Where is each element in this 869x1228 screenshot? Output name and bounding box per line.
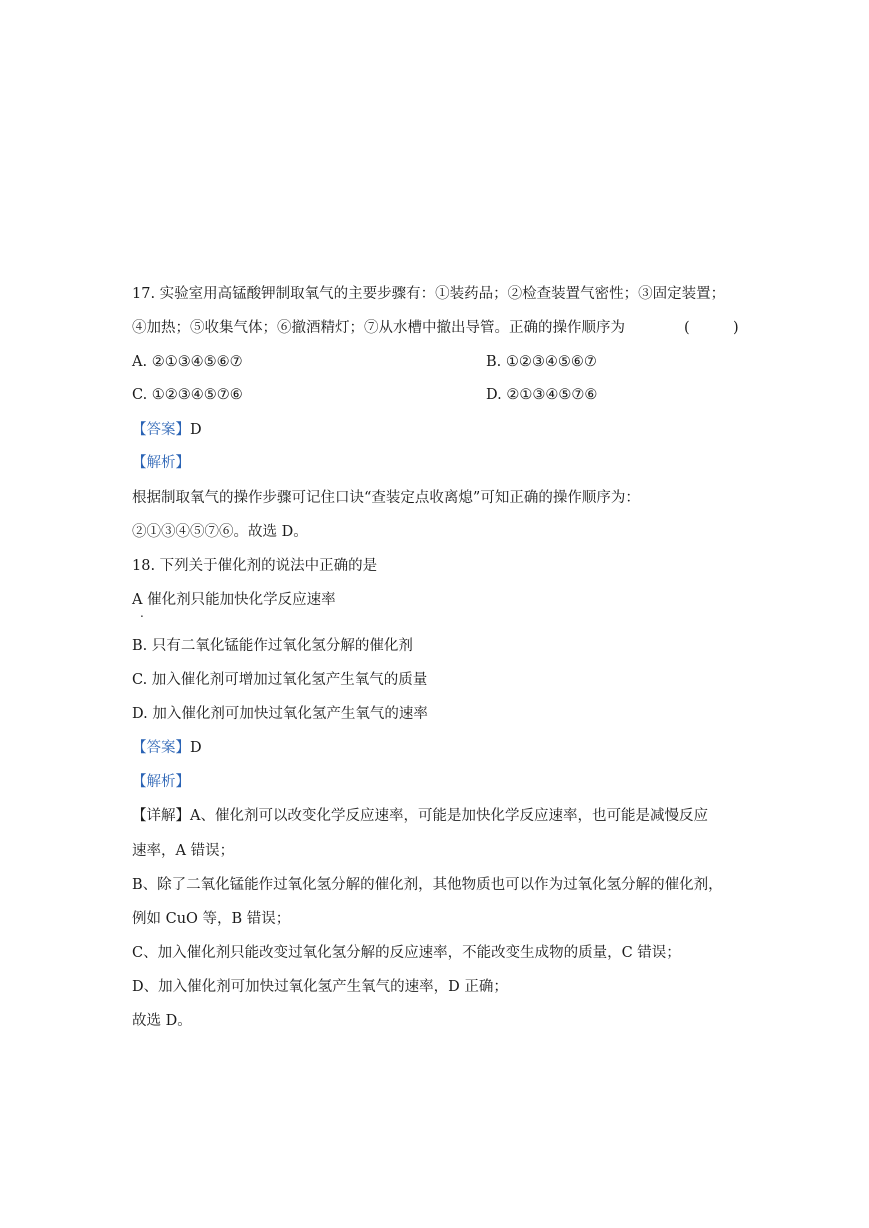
q17-option-a: A. ②①③④⑤⑥⑦ (132, 354, 243, 370)
q18-option-d: D. 加入催化剂可加快过氧化氢产生氧气的速率 (132, 706, 428, 722)
q17-stem-line-2 (132, 318, 739, 338)
q17-answer-tag: 【答案】 (132, 422, 190, 438)
q17-stem-text: ④加热；⑤收集气体；⑥撤酒精灯；⑦从水槽中撤出导管。正确的操作顺序为 (132, 320, 625, 336)
q17-stem-line-1: 17. 实验室用高锰酸钾制取氧气的主要步骤有：①装药品；②检查装置气密性；③固定装置； (132, 286, 726, 302)
q18-stem: 18. 下列关于催化剂的说法中正确的是 (132, 558, 378, 574)
q17-analysis-line-1: 根据制取氧气的操作步骤可记住口诀“查装定点收离熄”可知正确的操作顺序为： (132, 490, 640, 506)
q18-answer-tag: 【答案】 (132, 740, 190, 756)
q18-option-a: A 催化剂只能加快化学反应速率 (132, 592, 336, 608)
q17-option-c: C. ①②③④⑤⑦⑥ (132, 387, 243, 403)
q17-answer-value: D (190, 422, 202, 438)
q17-answer-paren-close: ) (733, 320, 739, 336)
q17-option-b: B. ①②③④⑤⑥⑦ (486, 354, 597, 370)
q18-detail-line-2: 速率，A 错误； (132, 843, 235, 859)
q18-detail-text-1: A、催化剂可以改变化学反应速率，可能是加快化学反应速率，也可能是减慢反应 (190, 808, 708, 824)
q18-conclusion: 故选 D。 (132, 1013, 192, 1029)
q18-detail-line-6: D、加入催化剂可加快过氧化氢产生氧气的速率，D 正确； (132, 979, 508, 995)
q17-analysis-line-2: ②①③④⑤⑦⑥。故选 D。 (132, 524, 308, 540)
q18-option-c: C. 加入催化剂可增加过氧化氢产生氧气的质量 (132, 672, 428, 688)
q18-detail-line-5: C、加入催化剂只能改变过氧化氢分解的反应速率，不能改变生成物的质量，C 错误； (132, 945, 681, 961)
q18-option-b: B. 只有二氧化锰能作过氧化氢分解的催化剂 (132, 638, 413, 654)
q18-answer-value: D (190, 740, 202, 756)
q18-detail-line-4: 例如 CuO 等，B 错误； (132, 911, 291, 927)
q18-analysis-tag: 【解析】 (132, 774, 190, 790)
q17-option-d: D. ②①③④⑤⑦⑥ (486, 387, 598, 403)
q17-answer-paren-open: ( (684, 320, 690, 336)
q17-answer (132, 420, 202, 440)
q17-analysis-tag: 【解析】 (132, 455, 190, 471)
q18-answer (132, 738, 202, 758)
q18-detail-line-3: B、除了二氧化锰能作过氧化氢分解的催化剂，其他物质也可以作为过氧化氢分解的催化剂， (132, 877, 723, 893)
q18-detail-line-1 (132, 806, 708, 826)
q18-detail-tag: 【详解】 (132, 808, 190, 824)
q18-option-a-dot: . (140, 606, 144, 620)
